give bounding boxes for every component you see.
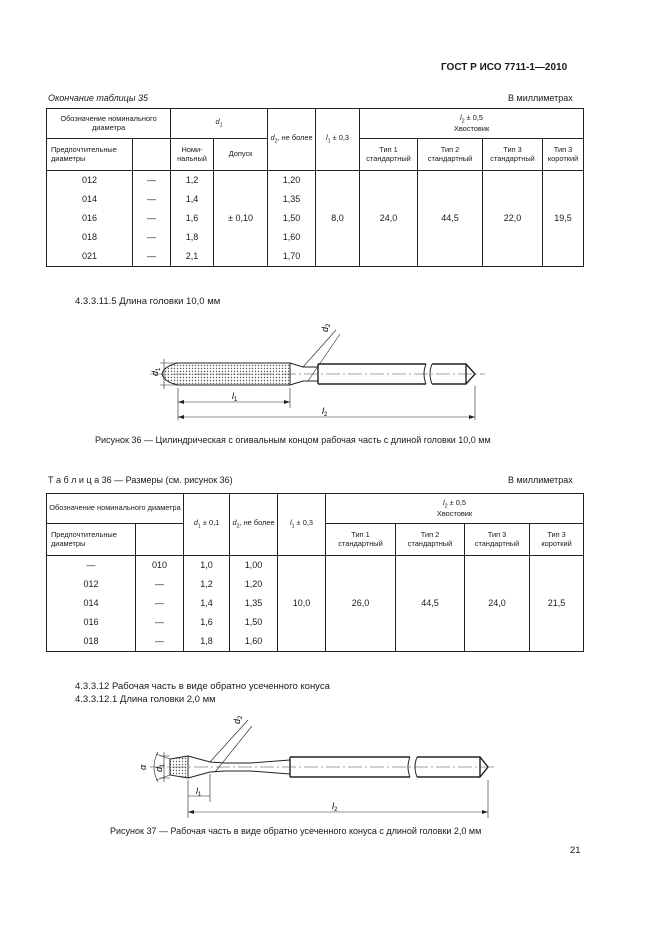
table-row: 014 — 1,4 1,35 xyxy=(47,594,584,613)
fig36-label-d2: $d_2$ xyxy=(320,323,332,332)
table-row: 018 — 1,8 1,60 xyxy=(47,632,584,652)
fig37-label-l1: $l_1$ xyxy=(196,786,202,798)
t36-h-type3s: Тип 3 короткий xyxy=(530,524,584,556)
t35-h-preferred: Предпочтительные диаметры xyxy=(47,139,133,171)
t35-l2-type3s: 19,5 xyxy=(543,171,584,267)
table-row: — 010 1,0 1,00 10,0 26,0 44,5 24,0 21,5 xyxy=(47,556,584,576)
table-row: 021 — 2,1 1,70 xyxy=(47,247,584,267)
fig37-label-l2: $l_2$ xyxy=(332,801,338,813)
standard-header: ГОСТ Р ИСО 7711-1—2010 xyxy=(441,62,568,73)
t36-l2-type2: 44,5 xyxy=(396,556,465,652)
table-row: 012 — 1,2 ± 0,10 1,20 8,0 24,0 44,5 22,0 19,5 xyxy=(47,171,584,191)
fig36-label-l1: $l_1$ xyxy=(232,391,238,403)
t35-l2-type3: 22,0 xyxy=(483,171,543,267)
section-4-3-3-12-1: 4.3.3.12.1 Длина головки 2,0 мм xyxy=(75,694,216,705)
t36-l2-type3s: 21,5 xyxy=(530,556,584,652)
fig37-d2-leader xyxy=(210,720,252,772)
page-number: 21 xyxy=(570,845,581,856)
t36-h-type2: Тип 2 стандартный xyxy=(396,524,465,556)
fig37-l2-dim xyxy=(188,780,488,818)
t36-h-type3: Тип 3 стандартный xyxy=(465,524,530,556)
table-row: 018 — 1,8 1,60 xyxy=(47,228,584,247)
t35-h-designation: Обозначение номинального диаметра xyxy=(47,109,171,139)
t35-h-type3: Тип 3 стандартный xyxy=(483,139,543,171)
t35-h-l1: $l_1 \pm 0,3$ xyxy=(316,109,360,171)
t35-l1: 8,0 xyxy=(316,171,360,267)
t36-h-designation: Обозначение номинального диаметра xyxy=(47,494,184,524)
figure-37-caption: Рисунок 37 — Рабочая часть в виде обратно усеченного конуса с длиной головки 2,0 мм xyxy=(110,826,482,836)
t36-h-type1: Тип 1 стандартный xyxy=(326,524,396,556)
table36-units: В миллиметрах xyxy=(508,475,573,485)
t35-h-nominal: Номи-нальный xyxy=(171,139,214,171)
fig36-d2-leader xyxy=(303,330,340,381)
t36-l1: 10,0 xyxy=(278,556,326,652)
t35-h-alt xyxy=(133,139,171,171)
fig37-label-alpha: α xyxy=(138,764,148,770)
fig36-label-d1: $d_1$ xyxy=(150,367,162,376)
fig36-label-l2: $l_2$ xyxy=(322,406,328,418)
figure-36 xyxy=(140,310,500,420)
table36-caption: Т а б л и ц а 36 — Размеры (см. рисунок 36) xyxy=(48,475,233,485)
t35-h-d1: $d_1$ xyxy=(171,109,268,139)
fig37-label-d2: $d_2$ xyxy=(232,715,244,724)
fig37-label-d1: $d_1$ xyxy=(154,763,166,772)
t35-tolerance: ± 0,10 xyxy=(214,171,268,267)
table35-caption: Окончание таблицы 35 xyxy=(48,93,148,103)
t35-h-type2: Тип 2 стандартный xyxy=(418,139,483,171)
t36-h-d2: $d_2$, не более xyxy=(230,494,278,556)
t35-h-l2: $l_2 \pm 0,5$ Хвостовик xyxy=(360,109,584,139)
t36-h-alt xyxy=(136,524,184,556)
section-4-3-3-12: 4.3.3.12 Рабочая часть в виде обратно усеченного конуса xyxy=(75,681,330,692)
t35-h-type1: Тип 1 стандартный xyxy=(360,139,418,171)
t36-h-d1: $d_1 \pm 0,1$ xyxy=(184,494,230,556)
table-row: 016 — 1,6 1,50 xyxy=(47,209,584,228)
t35-h-tolerance: Допуск xyxy=(214,139,268,171)
t35-l2-type1: 24,0 xyxy=(360,171,418,267)
table-row: 012 — 1,2 1,20 xyxy=(47,575,584,594)
t35-h-d2: $d_2$, не более xyxy=(268,109,316,171)
section-4-3-3-11-5: 4.3.3.11.5 Длина головки 10,0 мм xyxy=(75,296,221,307)
t36-h-l1: $l_1 \pm 0,3$ xyxy=(278,494,326,556)
t35-h-type3s: Тип 3 короткий xyxy=(543,139,584,171)
t35-l2-type2: 44,5 xyxy=(418,171,483,267)
table-row: 014 — 1,4 1,35 xyxy=(47,190,584,209)
t36-l2-type1: 26,0 xyxy=(326,556,396,652)
t36-l2-type3: 24,0 xyxy=(465,556,530,652)
table35 xyxy=(46,108,584,267)
figure-37 xyxy=(130,706,500,820)
table-row: 016 — 1,6 1,50 xyxy=(47,613,584,632)
t36-h-preferred: Предпочтительные диаметры xyxy=(47,524,136,556)
figure-36-caption: Рисунок 36 — Цилиндрическая с огивальным концом рабочая часть с длиной головки 10,0 мм xyxy=(95,435,491,445)
t36-h-l2: $l_2 \pm 0,5$ Хвостовик xyxy=(326,494,584,524)
table35-units: В миллиметрах xyxy=(508,93,573,103)
table36 xyxy=(46,493,584,652)
